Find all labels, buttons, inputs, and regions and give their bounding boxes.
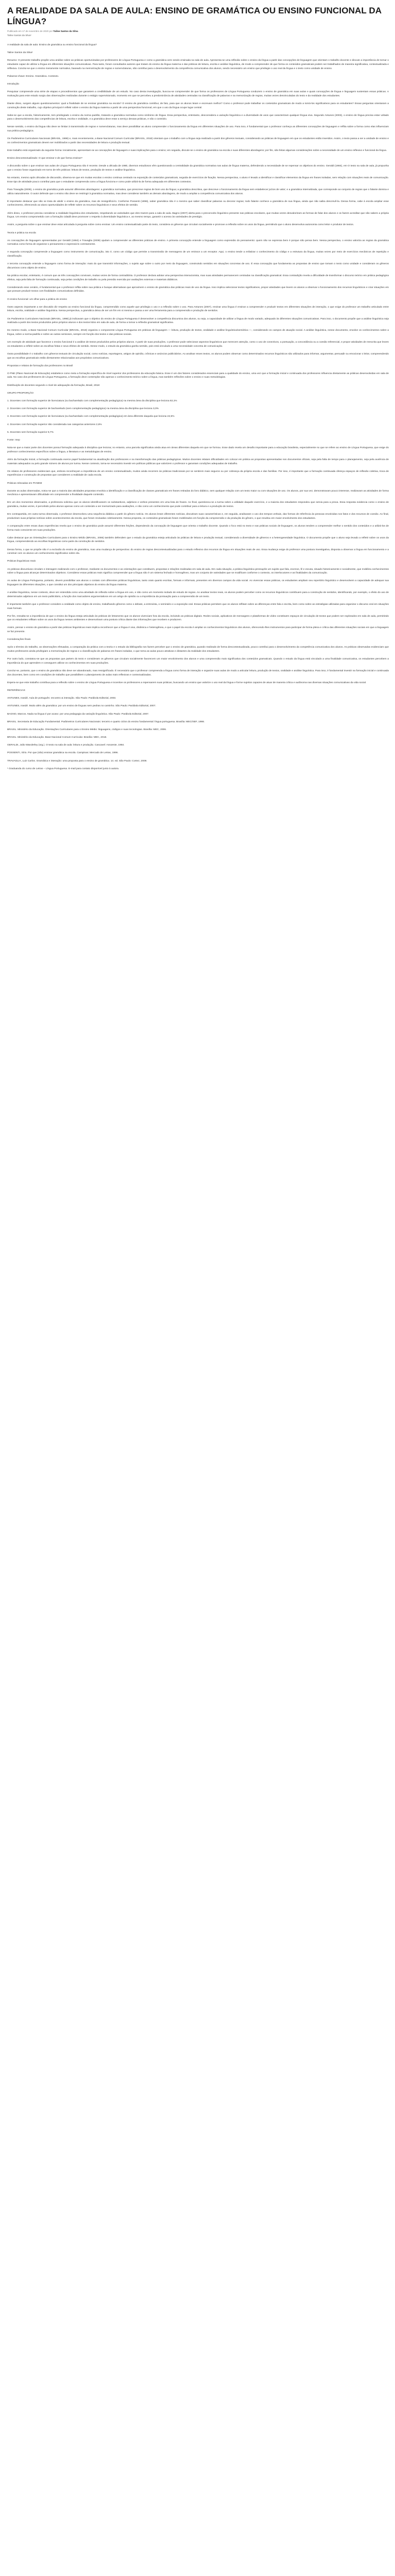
section-heading: Práticas relevadas em PCNEM [7, 482, 42, 485]
section-heading: Práticas linguísticas reais [7, 560, 36, 563]
paragraph: Após o término do trabalho, as observações efetuadas, a comparação da prática com a teoria e o estudo da bibliografia nos fazem perceber que o ensino de gramática, quando realizado de forma descontextualizada, pouco contribui para o desenvolvimento da competência comunicativa dos alunos. As práticas observadas evidenciam que muitos professores ainda privilegiam a memorização de regras e a classificação de palavras em frases isoladas, o que torna as aulas pouco atrativas e distantes da realidade dos estudantes. [7, 646, 389, 653]
section-heading: GRUPO PROPORÇÃO [7, 392, 34, 395]
paragraph: Dessa forma, o que se propõe não é a exclusão do ensino de gramática, mas uma mudança de perspectiva: do ensino de regras descontextualizadas para o estudo reflexivo dos recursos da língua em situações reais de uso. Essa mudança exige do professor uma postura investigativa, disposta a observar a língua em funcionamento e a construir com os alunos um conhecimento significativo sobre ela. [7, 548, 389, 555]
paragraph: É importante destacar que não se trata de abolir o ensino da gramática, mas de ressignificá-lo. Conforme Possenti (1996), saber gramática não é o mesmo que saber classificar palavras ou decorar regras; todo falante conhece a gramática de sua língua, ainda que não saiba descrevê-la. Dessa forma, cabe à escola ampliar esse conhecimento, oferecendo ao aluno oportunidades de refletir sobre os recursos linguísticos e seus efeitos de sentido. [7, 200, 389, 207]
paragraph: Durante as aulas observadas, notou-se que a maioria das atividades propostas envolvia a identificação e a classificação de classes gramaticais em frases retiradas do livro didático, sem qualquer relação com um texto maior ou com situações de uso. Os alunos, por sua vez, demonstravam pouco interesse, realizavam as atividades de forma mecânica e apresentavam dificuldade em compreender a finalidade daquele conteúdo. [7, 489, 389, 497]
reference-item: ANTUNES, Irandé. Muito além da gramática: por um ensino de línguas sem pedras no caminho. São Paulo: Parábola Editorial, 2007. [7, 705, 156, 708]
article-body [7, 43, 389, 685]
paragraph: Em um dos momentos observados, a professora solicitou que os alunos identificassem os substantivos, adjetivos e verbos presentes em uma lista de frases. Ao final, questionou-se a turma sobre a utilidade daquele exercício, e a maioria dos estudantes respondeu que servia para a prova. Essa resposta evidencia como o ensino de gramática, muitas vezes, é percebido pelos alunos apenas como um conteúdo a ser memorizado para avaliações, e não como um conhecimento que pode contribuir para a leitura e a produção de textos. [7, 501, 389, 509]
paragraph: Assim, pensar o ensino de gramática a partir das práticas linguísticas reais implica reconhecer que a língua é viva, dinâmica e heterogênea, e que o papel da escola é ampliar os conhecimentos linguísticos dos alunos, oferecendo-lhes instrumentos para participar de forma plena e crítica das diferentes situações sociais em que a linguagem se faz presente. [7, 626, 389, 634]
paragraph: No entanto, mesmo após décadas de discussão, observa-se que em muitas escolas o ensino continua centrado na exposição de conteúdos gramaticais, seguida de exercícios de fixação. Nessa perspectiva, o aluno é levado a identificar e classificar elementos da língua em frases isoladas, sem relação com situações reais de comunicação. Esse tipo de atividade pouco contribui para que o estudante compreenda como a língua funciona e como pode utilizá-la de forma adequada em diferentes contextos. [7, 177, 389, 183]
references [7, 689, 389, 771]
paragraph: Outra possibilidade é o trabalho com gêneros textuais de circulação social, como notícias, reportagens, artigos de opinião, crônicas e anúncios publicitários. Ao analisar esses textos, os alunos podem observar como determinados recursos linguísticos são utilizados para informar, argumentar, persuadir ou emocionar o leitor, compreendendo que as escolhas gramaticais estão diretamente relacionadas aos propósitos comunicativos. [7, 352, 389, 360]
paragraph: Diante disso, surgem alguns questionamentos: qual a finalidade de se ensinar gramática na escola? O ensino de gramática contribui, de fato, para que os alunos leiam e escrevam melhor? Como o professor pode trabalhar os conteúdos gramaticais de modo a torná-los significativos para os estudantes? Essas perguntas orientaram a construção deste trabalho, cujo objetivo principal é refletir sobre o ensino da língua materna a partir de uma perspectiva funcional, em que o uso da língua ocupe lugar central. [7, 102, 389, 109]
paragraph: Espera-se que este trabalho contribua para a reflexão sobre o ensino de Língua Portuguesa e incentive os professores a repensarem suas práticas, buscando um ensino que valorize o uso real da língua e forme sujeitos capazes de atuar de maneira crítica e autônoma nas diversas situações comunicativas da vida social. [7, 681, 367, 684]
paragraph: Pesquisar compreende uma série de etapas e procedimentos que garantem a credibilidade de um estudo. No caso desta investigação, buscou-se compreender de que forma os professores de Língua Portuguesa conduzem o ensino de gramática em suas aulas e quais concepções de língua e linguagem sustentam essas práticas. A motivação para este estudo surgiu das observações realizadas durante o estágio supervisionado, momento em que se percebeu a predominância de atividades centradas na classificação de palavras e na memorização de regras, muitas vezes desvinculadas do texto e da realidade dos estudantes. [7, 91, 389, 97]
references-list [7, 697, 389, 771]
paragraph: 3. Docentes com formação superior de licenciatura (ou bacharelado com complementação pedagógica) em área diferente daquela que leciona 22,5% [7, 415, 175, 418]
section-heading: Teoria e prática na escola [7, 231, 36, 234]
paragraph: A comparação entre essas duas experiências revela que o ensino de gramática pode assumir diferentes feições, dependendo da concepção de linguagem que orienta o trabalho docente. Quando o foco está no texto e nas práticas sociais de linguagem, os alunos tendem a compreender melhor o sentido dos conteúdos e a utilizá-los de forma mais consciente em suas produções. [7, 525, 389, 532]
article-section [7, 392, 389, 478]
paragraph: As práticas discursivas circulam e interagem realizando com o professor, mediante os documentos e as orientações que constituem, propostas e relações realizadas em sala de aula. Em cada situação, a prática linguística pressupõe um sujeito que fala, escreve, lê e escuta, situado historicamente e socialmente, que mobiliza conhecimentos sobre a língua para alcançar determinados objetivos. Considerar essas práticas reais significa compreender que a língua não é um sistema fechado e homogêneo, mas um conjunto de variedades que se modificam conforme o contexto, os interlocutores e as finalidades da comunicação. [7, 568, 389, 575]
paragraph: O PNE (Plano Nacional de Educação) estabelece como meta a formação específica de nível superior dos professores da educação básica. Esse é um dos fatores considerados essenciais para a qualidade do ensino, uma vez que a formação inicial e continuada dos professores influencia diretamente as práticas desenvolvidas em sala de aula. No caso dos professores de Língua Portuguesa, a formação deve contemplar não apenas o conhecimento teórico sobre a língua, mas também reflexões sobre o ensino e suas metodologias. [7, 372, 389, 379]
article-title: A REALIDADE DA SALA DE AULA: ENSINO DE GRAMÁTICA OU ENSINO FUNCIONAL DA LÍNGUA? [7, 6, 382, 26]
paragraph: As concepções de linguagem apresentadas por Geraldi (1984) e Travaglia (2009) ajudam a compreender as diferentes práticas de ensino. A primeira concepção entende a linguagem como expressão do pensamento: quem não se expressa bem é porque não pensa bem. Nessa perspectiva, o ensino valoriza as regras da gramática normativa como forma de organizar o pensamento e expressá-lo corretamente. [7, 239, 389, 246]
paragraph: Este trabalho está organizado da seguinte forma: inicialmente, apresentam-se as concepções de linguagem e suas implicações para o ensino; em seguida, discute-se o ensino de gramática na escola e suas diferentes abordagens; por fim, são feitas algumas considerações sobre a necessidade de um ensino reflexivo e funcional da língua. [7, 149, 387, 152]
paragraph: Fonte: Inep [7, 438, 20, 442]
paragraph: Distribuição de docentes segundo o nível de adequação da formação, Brasil, 2018: [7, 384, 100, 387]
reference-item: BRASIL. Secretaria de Educação Fundamental. Parâmetros Curriculares Nacionais: terceiro e quarto ciclos do ensino fundamental: língua portuguesa. Brasília: MEC/SEF, 1998. [7, 720, 205, 723]
paragraph: Do mesmo modo, a Base Nacional Comum Curricular (BRASIL, 2018) organiza o componente Língua Portuguesa em práticas de linguagem — leitura, produção de textos, oralidade e análise linguística/semiótica —, considerando os campos de atuação social. A análise linguística, nesse documento, envolve os conhecimentos sobre a língua, sobre a norma-padrão e sobre as outras semioses, sempre em função dos textos e das práticas sociais. [7, 329, 389, 336]
article-meta [7, 30, 389, 33]
paragraph: Palavras-chave: Ensino. Gramática. Contexto. [7, 75, 59, 78]
article-section [7, 364, 389, 388]
by-word: por [49, 30, 53, 32]
section-heading: Ensino descontextualizado: O que ensinar e de que forma ensinar? [7, 157, 82, 160]
published-date[interactable]: 17 de novembro de 2020 [22, 30, 49, 32]
article-section [7, 82, 389, 153]
paragraph: Conclui-se, portanto, que o ensino de gramática não deve ser abandonado, mas ressignificado. É necessário que o professor compreenda a língua como forma de interação e organize suas aulas de modo a articular leitura, produção de textos, oralidade e análise linguística. Para isso, é fundamental investir na formação inicial e continuada dos docentes, bem como em condições de trabalho que possibilitem o planejamento de aulas mais reflexivas e contextualizadas. [7, 670, 389, 676]
paragraph: Em contrapartida, em outra turma observada, o professor desenvolveu uma sequência didática a partir do gênero notícia. Os alunos leram diferentes notícias, discutiram suas características e, em seguida, analisaram o uso dos tempos verbais, das formas de referência às pessoas envolvidas nos fatos e dos recursos de coesão. Ao final, produziram suas próprias notícias sobre acontecimentos da escola, que foram revisadas coletivamente. Nessa proposta, os conteúdos gramaticais foram mobilizados em função da compreensão e da produção do gênero, o que resultou em maior envolvimento dos estudantes. [7, 513, 389, 520]
section-heading: Introdução [7, 82, 20, 86]
paragraph: Por fim, ressalta-se a importância de que o ensino da língua esteja articulado às práticas de letramento que os alunos vivenciam fora da escola, incluindo as práticas digitais. Redes sociais, aplicativos de mensagens e plataformas de vídeo constituem espaços de circulação de textos que podem ser explorados em sala de aula, permitindo que os estudantes reflitam sobre os usos da língua nesses ambientes e desenvolvam uma postura crítica diante das informações que recebem e produzem. [7, 615, 389, 622]
paragraph: Os relatos de professores evidenciam que, embora reconheçam a importância de um ensino contextualizado, muitos ainda recorrem às práticas tradicionais por se sentirem mais seguros ou por cobrança da própria escola e das famílias. Por isso, é importante que a formação continuada ofereça espaços de reflexão coletiva, troca de experiências e construção de propostas que considerem a realidade de cada escola. [7, 470, 389, 477]
paragraph: 2. Docentes com formação superior de bacharelado (sem complementação pedagógica) na mesma área da disciplina que leciona 3,0% [7, 408, 159, 411]
paragraph: Um exemplo de atividade que favorece o ensino funcional é a análise de textos produzidos pelos próprios alunos. A partir de suas produções, o professor pode selecionar aspectos linguísticos que merecem atenção, como o uso de conectivos, a pontuação, a concordância ou a coesão referencial, e propor atividades de reescrita que levem os estudantes a refletir sobre as escolhas feitas e seus efeitos de sentido. Desse modo, o estudo da gramática ganha sentido, pois está vinculado a uma necessidade concreta de comunicação. [7, 341, 389, 348]
article-section [7, 482, 389, 556]
paragraph: 5. Docentes sem formação superior 8,7% [7, 431, 54, 434]
reference-item: POSSENTI, Sírio. Por que (não) ensinar gramática na escola. Campinas: Mercado de Letras, 1996. [7, 752, 118, 755]
reference-item: GERALDI, João Wanderley (org.). O texto na sala de aula: leitura e produção. Cascavel: Assoeste, 1984. [7, 744, 125, 747]
paragraph: 1. Docentes com formação superior de licenciatura (ou bacharelado com complementação pedagógica) na mesma área da disciplina que leciona 63,1% [7, 400, 177, 403]
article-section [7, 560, 389, 634]
section-heading: O ensino funcional: um olhar para a prática de ensino [7, 298, 67, 301]
paragraph: A análise linguística, nesse contexto, deve ser entendida como uma atividade de reflexão sobre a língua em uso, e não como um momento isolado de estudo de regras. Ao analisar textos reais, os alunos podem perceber como os recursos linguísticos contribuem para a construção de sentidos, identificando, por exemplo, o efeito do uso de determinados adjetivos em um texto publicitário, a função dos marcadores argumentativos em um artigo de opinião ou a importância da pontuação para a compreensão de um texto. [7, 591, 389, 598]
paragraph: Os Parâmetros Curriculares Nacionais (BRASIL, 1998) já indicavam que o objetivo do ensino de Língua Portuguesa é desenvolver a competência discursiva dos alunos, ou seja, a capacidade de utilizar a língua de modo variado, adequado às diferentes situações comunicativas. Para isso, o documento propõe que a análise linguística seja realizada a partir dos textos produzidos pelos próprios alunos e dos textos lidos em sala de aula, de forma a tornar a reflexão gramatical significativa. [7, 317, 389, 325]
paragraph: Na prática escolar, entretanto, é comum que as três concepções convivam, muitas vezes de forma contraditória. O professor declara adotar uma perspectiva interacionista, mas suas atividades permanecem centradas na classificação gramatical. Essa contradição revela a dificuldade de transformar o discurso teórico em prática pedagógica efetiva, seja pela falta de formação continuada, seja pelas condições de trabalho ou pela pressão exercida por avaliações externas e materiais didáticos. [7, 275, 389, 281]
reference-item: ANTUNES, Irandé. Aula de português: encontro & interação. São Paulo: Parábola Editorial, 2003. [7, 697, 116, 700]
reference-item: TRAVAGLIA, Luiz Carlos. Gramática e interação: uma proposta para o ensino de gramática. 14. ed. São Paulo: Cortez, 2009. [7, 759, 147, 762]
paragraph: Assim, a pergunta sobre o que ensinar deve estar articulada à pergunta sobre como ensinar. Um ensino contextualizado parte do texto, considera os gêneros que circulam socialmente e promove a reflexão sobre os usos da língua, permitindo que o aluno desenvolva autonomia como leitor e produtor de textos. [7, 224, 354, 227]
paragraph: A segunda concepção compreende a linguagem como instrumento de comunicação, isto é, como um código que permite a transmissão de mensagens de um emissor a um receptor. Aqui, o ensino tende a enfatizar o conhecimento do código e a estrutura da língua, muitas vezes por meio de exercícios mecânicos de repetição e classificação. [7, 251, 389, 258]
reference-item: BAGNO, Marcos. Nada na língua é por acaso: por uma pedagogia da variação linguística. São Paulo: Parábola Editorial, 2007. [7, 713, 149, 716]
published-prefix: Publicado em [7, 30, 22, 32]
paragraph: Além da formação inicial, a formação continuada exerce papel fundamental na atualização dos professores e na transformação das práticas pedagógicas. Muitos docentes relatam dificuldades em colocar em prática as propostas apresentadas nos documentos oficiais, seja pela falta de tempo para o planejamento, seja pela ausência de materiais adequados ou pelo grande número de alunos por turma. Nesse contexto, torna-se necessário investir em políticas públicas que valorizem o professor e garantam condições adequadas de trabalho. [7, 458, 389, 465]
references-title: REFERÊNCIAS [7, 689, 25, 692]
paragraph: A discussão sobre o que ensinar nas aulas de Língua Portuguesa não é recente. Desde a década de 1980, diversos estudiosos vêm questionando a centralidade da gramática normativa nas aulas de língua materna, defendendo a necessidade de se repensar os objetivos do ensino. Geraldi (1984), em O texto na sala de aula, já propunha que o ensino fosse organizado em torno de três práticas: leitura de textos, produção de textos e análise linguística. [7, 165, 389, 172]
paragraph: Considerando esse cenário, é fundamental que o professor reflita sobre sua prática e busque alternativas que aproximem o ensino de gramática das práticas reais de uso da língua. Isso implica selecionar textos significativos, propor atividades que levem os alunos a observar o funcionamento dos recursos linguísticos e criar situações em que possam produzir textos com finalidades comunicativas definidas. [7, 286, 389, 293]
article-section [7, 298, 389, 361]
paragraph: Taline Santos da Silva¹ [7, 52, 33, 55]
paragraph: 4. Docentes com formação superior não considerada nas categorias anteriores 2,6% [7, 423, 102, 426]
paragraph: Cabe destacar que as Orientações Curriculares para o Ensino Médio (BRASIL, 2006) também defendem que o estudo da gramática esteja articulado às práticas de leitura e produção textual, considerando a diversidade de gêneros e a heterogeneidade linguística. O documento propõe que o aluno seja levado a refletir sobre os usos da língua, compreendendo as escolhas linguísticas como parte da construção de sentidos. [7, 536, 389, 544]
reference-item: ¹ Graduanda do curso de Letras – Língua Portuguesa. E-mail para contato disponível junto à autora. [7, 767, 119, 770]
article-section [7, 638, 389, 685]
reference-item: BRASIL. Ministério da Educação. Base Nacional Comum Curricular. Brasília: MEC, 2018. [7, 736, 107, 739]
paragraph: Outro aspecto importante a ser discutido diz respeito ao ensino funcional da língua, compreendido como aquele que privilegia o uso e a reflexão sobre o uso. Para Antunes (2007), ensinar uma língua é ensinar a compreender e produzir textos em diferentes situações de interação, o que exige do professor um trabalho articulado entre leitura, escrita, oralidade e análise linguística. Nessa perspectiva, a gramática deixa de ser um fim em si mesma e passa a ser uma ferramenta para a compreensão e produção de sentidos. [7, 306, 389, 313]
paragraph: Sabe-se que a escola, historicamente, tem privilegiado o ensino da norma padrão, tratando a gramática normativa como sinônimo de língua. Essa perspectiva, entretanto, desconsidera a variação linguística e a diversidade de usos que caracterizam qualquer língua viva. Segundo Antunes (2003), o ensino de língua precisa estar voltado para o desenvolvimento das competências de leitura, escrita e oralidade, e a gramática deve estar a serviço dessas práticas, e não o contrário. [7, 114, 389, 121]
paragraph: É importante também que o professor considere a oralidade como objeto de ensino, trabalhando gêneros como o debate, a entrevista, o seminário e a exposição oral. Essas práticas permitem que os alunos reflitam sobre as diferenças entre fala e escrita, bem como sobre as estratégias utilizadas para organizar o discurso oral em situações mais formais. [7, 603, 389, 610]
paragraph: As aulas de Língua Portuguesa, portanto, devem possibilitar aos alunos o contato com diferentes práticas linguísticas, tanto orais quanto escritas, formais e informais, presentes em diversos campos da vida social. Ao vivenciar essas práticas, os estudantes ampliam seu repertório linguístico e desenvolvem a capacidade de adequar sua linguagem às diferentes situações, o que constitui um dos principais objetivos do ensino da língua materna. [7, 580, 389, 586]
paragraph: Para Travaglia (2009), o ensino de gramática pode assumir diferentes abordagens: a gramática normativa, que prescreve regras de bom uso da língua; a gramática descritiva, que descreve o funcionamento da língua sem estabelecer juízos de valor; e a gramática internalizada, que corresponde ao conjunto de regras que o falante domina e utiliza naturalmente. O autor defende que o ensino não deve se restringir à gramática normativa, mas deve considerar também as demais abordagens, de modo a ampliar a competência comunicativa dos alunos. [7, 188, 389, 195]
paragraph: Resumo: O presente trabalho propõe uma análise sobre as práticas oportunizadas por professores de Língua Portuguesa e como a gramática vem sendo ensinada na sala de aula. Apresenta-se uma reflexão sobre o ensino da língua a partir das concepções de linguagem que orientam o trabalho docente e discute a importância de tornar o estudante capaz de utilizar a língua em diferentes situações comunicativas. Para tanto, foram consultados autores que tratam do ensino da língua materna e das práticas de leitura, escrita e análise linguística, de modo a compreender de que forma os conteúdos gramaticais podem ser trabalhados de maneira significativa, contextualizada e reflexiva. Conclui-se que o ensino meramente normativo, baseado na memorização de regras e nomenclaturas, não contribui para o desenvolvimento da competência comunicativa dos alunos, sendo necessário um ensino que privilegie o uso real da língua e o texto como unidade de ensino. [7, 59, 389, 70]
paragraph: A terceira concepção entende a linguagem como forma de interação: mais do que transmitir informações, o sujeito age sobre o outro por meio da linguagem, construindo sentidos em situações concretas de uso. É essa concepção que fundamenta as propostas de ensino que tomam o texto como unidade e consideram os gêneros discursivos como objeto de ensino. [7, 263, 389, 269]
paragraph: A realidade da sala de aula: Ensino de gramática ou ensino funcional da língua? [7, 44, 97, 46]
paragraph: Nota-se que a maior parte dos docentes possui formação adequada à disciplina que leciona; no entanto, uma parcela significativa ainda atua em áreas diferentes daquela em que se formou. Esse dado revela um desafio importante para a educação brasileira, especialmente no que se refere ao ensino de Língua Portuguesa, que exige do professor conhecimentos específicos sobre a língua, a literatura e as metodologias de ensino. [7, 447, 389, 453]
section-heading: Considerações finais [7, 638, 31, 641]
paragraph: Por outro lado, constatou-se que as propostas que partem do texto e consideram os gêneros que circulam socialmente favorecem um maior envolvimento dos alunos e uma compreensão mais significativa dos conteúdos gramaticais. Quando o estudo da língua está vinculado a uma finalidade comunicativa, os estudantes percebem a importância do que aprendem e conseguem utilizar os conhecimentos em suas produções. [7, 658, 389, 665]
article-section [7, 43, 389, 78]
author-link[interactable]: Taline Santos da Silva [53, 30, 78, 32]
author-line: Taline Santos da Silva¹ [7, 34, 31, 37]
article-section [7, 231, 389, 294]
article-section [7, 157, 389, 227]
paragraph: Além disso, o professor precisa considerar a realidade linguística dos estudantes, respeitando as variedades que eles trazem para a sala de aula. Bagno (2007) alerta para o preconceito linguístico presente nas práticas escolares, que muitas vezes desvalorizam as formas de falar dos alunos e os fazem acreditar que não sabem a própria língua. Um ensino comprometido com a formação cidadã deve promover o respeito à diversidade linguística e, ao mesmo tempo, garantir o acesso às variedades de prestígio. [7, 212, 389, 219]
section-heading: Propostas e relatos de formação dos professores no Brasil [7, 364, 73, 367]
paragraph: Os Parâmetros Curriculares Nacionais (BRASIL, 1998) e, mais recentemente, a Base Nacional Comum Curricular (BRASIL, 2018) orientam que o trabalho com a língua seja realizado a partir dos gêneros textuais, considerando as práticas de linguagem em que os estudantes estão inseridos. Assim, o texto passa a ser a unidade de ensino e os conhecimentos gramaticais devem ser mobilizados a partir das necessidades de leitura e produção textual. [7, 138, 389, 144]
reference-item: BRASIL. Ministério da Educação. Orientações Curriculares para o Ensino Médio: linguagens, códigos e suas tecnologias. Brasília: MEC, 2006. [7, 728, 167, 731]
paragraph: Nesse sentido, o ensino da língua não deve se limitar à transmissão de regras e nomenclaturas, mas deve possibilitar ao aluno compreender o funcionamento da língua em diferentes situações de uso. Para isso, é fundamental que o professor conheça as diferentes concepções de linguagem e reflita sobre a forma como elas influenciam sua prática pedagógica. [7, 126, 389, 133]
